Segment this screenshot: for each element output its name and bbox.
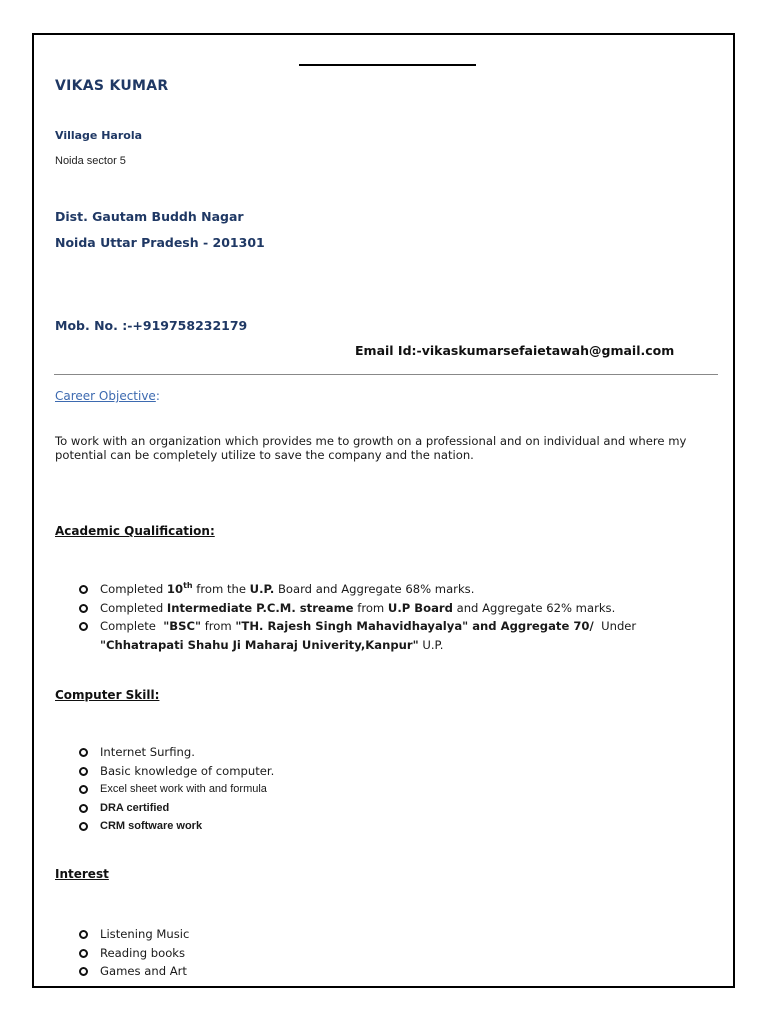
list-item bbox=[78, 925, 189, 944]
bullet-icon bbox=[79, 949, 88, 958]
text: DRA certified bbox=[100, 801, 170, 814]
text: from bbox=[201, 619, 236, 633]
address-district: Dist. Gautam Buddh Nagar bbox=[55, 209, 244, 224]
address-sector: Noida sector 5 bbox=[55, 155, 126, 167]
text: Completed bbox=[100, 600, 167, 615]
career-objective-heading bbox=[55, 389, 160, 403]
text: from the bbox=[192, 582, 250, 596]
text-bold: "TH. Rajesh Singh Mahavidhayalya" and Aggregate 70/ bbox=[235, 619, 594, 633]
resume-page bbox=[32, 33, 735, 988]
bullet-icon bbox=[79, 585, 88, 594]
text: Listening Music bbox=[100, 927, 190, 941]
academic-heading: Academic Qualification: bbox=[55, 524, 215, 538]
career-objective-colon: : bbox=[155, 389, 160, 403]
career-objective-text: To work with an organization which provides me to growth on a professional and on individual and where my potential can be completely utilize to save the company and the nation. bbox=[55, 434, 687, 462]
list-item bbox=[78, 617, 636, 654]
address-village: Village Harola bbox=[55, 129, 143, 142]
superscript: th bbox=[183, 581, 193, 591]
list-item-continuation bbox=[100, 636, 636, 655]
text: Basic knowledge of computer. bbox=[100, 763, 275, 778]
list-item bbox=[78, 962, 189, 981]
bullet-icon bbox=[79, 785, 88, 794]
email-address: Email Id:-vikaskumarsefaietawah@gmail.com bbox=[355, 343, 675, 358]
bullet-icon bbox=[79, 804, 88, 813]
text: U.P. bbox=[418, 637, 444, 652]
text-bold: U.P. bbox=[249, 582, 275, 596]
section-divider bbox=[54, 374, 718, 375]
list-item bbox=[78, 817, 274, 836]
list-item bbox=[78, 580, 636, 599]
header-rule bbox=[299, 64, 476, 66]
mobile-number: Mob. No. :-+919758232179 bbox=[55, 318, 248, 333]
text-bold: U.P Board bbox=[387, 600, 453, 615]
candidate-name: VIKAS KUMAR bbox=[55, 78, 169, 94]
interest-heading: Interest bbox=[55, 867, 109, 881]
text: Under bbox=[593, 619, 637, 633]
text: Reading books bbox=[100, 945, 186, 960]
list-item bbox=[78, 762, 274, 781]
text: Games and Art bbox=[100, 964, 187, 978]
bullet-icon bbox=[79, 822, 88, 831]
text: and Aggregate 62% marks. bbox=[452, 600, 616, 615]
list-item bbox=[78, 944, 189, 963]
text: Excel sheet work with and formula bbox=[100, 783, 267, 795]
address-state: Noida Uttar Pradesh - 201301 bbox=[55, 235, 265, 250]
bullet-icon bbox=[79, 767, 88, 776]
text: Completed bbox=[100, 582, 167, 596]
interest-list bbox=[78, 925, 189, 981]
text-bold: "BSC" bbox=[163, 619, 202, 633]
career-objective-link[interactable]: Career Objective bbox=[55, 389, 156, 403]
text-bold: "Chhatrapati Shahu Ji Maharaj Univerity,Kanpur" bbox=[100, 637, 419, 652]
text: from bbox=[353, 600, 388, 615]
bullet-icon bbox=[79, 622, 88, 631]
text: Internet Surfing. bbox=[100, 745, 195, 759]
list-item bbox=[78, 799, 274, 818]
text: CRM software work bbox=[100, 820, 203, 832]
bullet-icon bbox=[79, 967, 88, 976]
bullet-icon bbox=[79, 748, 88, 757]
bullet-icon bbox=[79, 930, 88, 939]
computer-skill-heading: Computer Skill: bbox=[55, 688, 160, 702]
list-item bbox=[78, 743, 274, 762]
academic-list bbox=[78, 580, 636, 654]
bullet-icon bbox=[79, 604, 88, 613]
list-item bbox=[78, 780, 274, 799]
computer-skill-list bbox=[78, 743, 274, 836]
text: Complete bbox=[100, 619, 164, 633]
text: Board and Aggregate 68% marks. bbox=[274, 582, 475, 596]
text-bold: Intermediate P.C.M. streame bbox=[166, 600, 354, 615]
list-item bbox=[78, 599, 636, 618]
text-bold: 10 bbox=[166, 582, 184, 596]
